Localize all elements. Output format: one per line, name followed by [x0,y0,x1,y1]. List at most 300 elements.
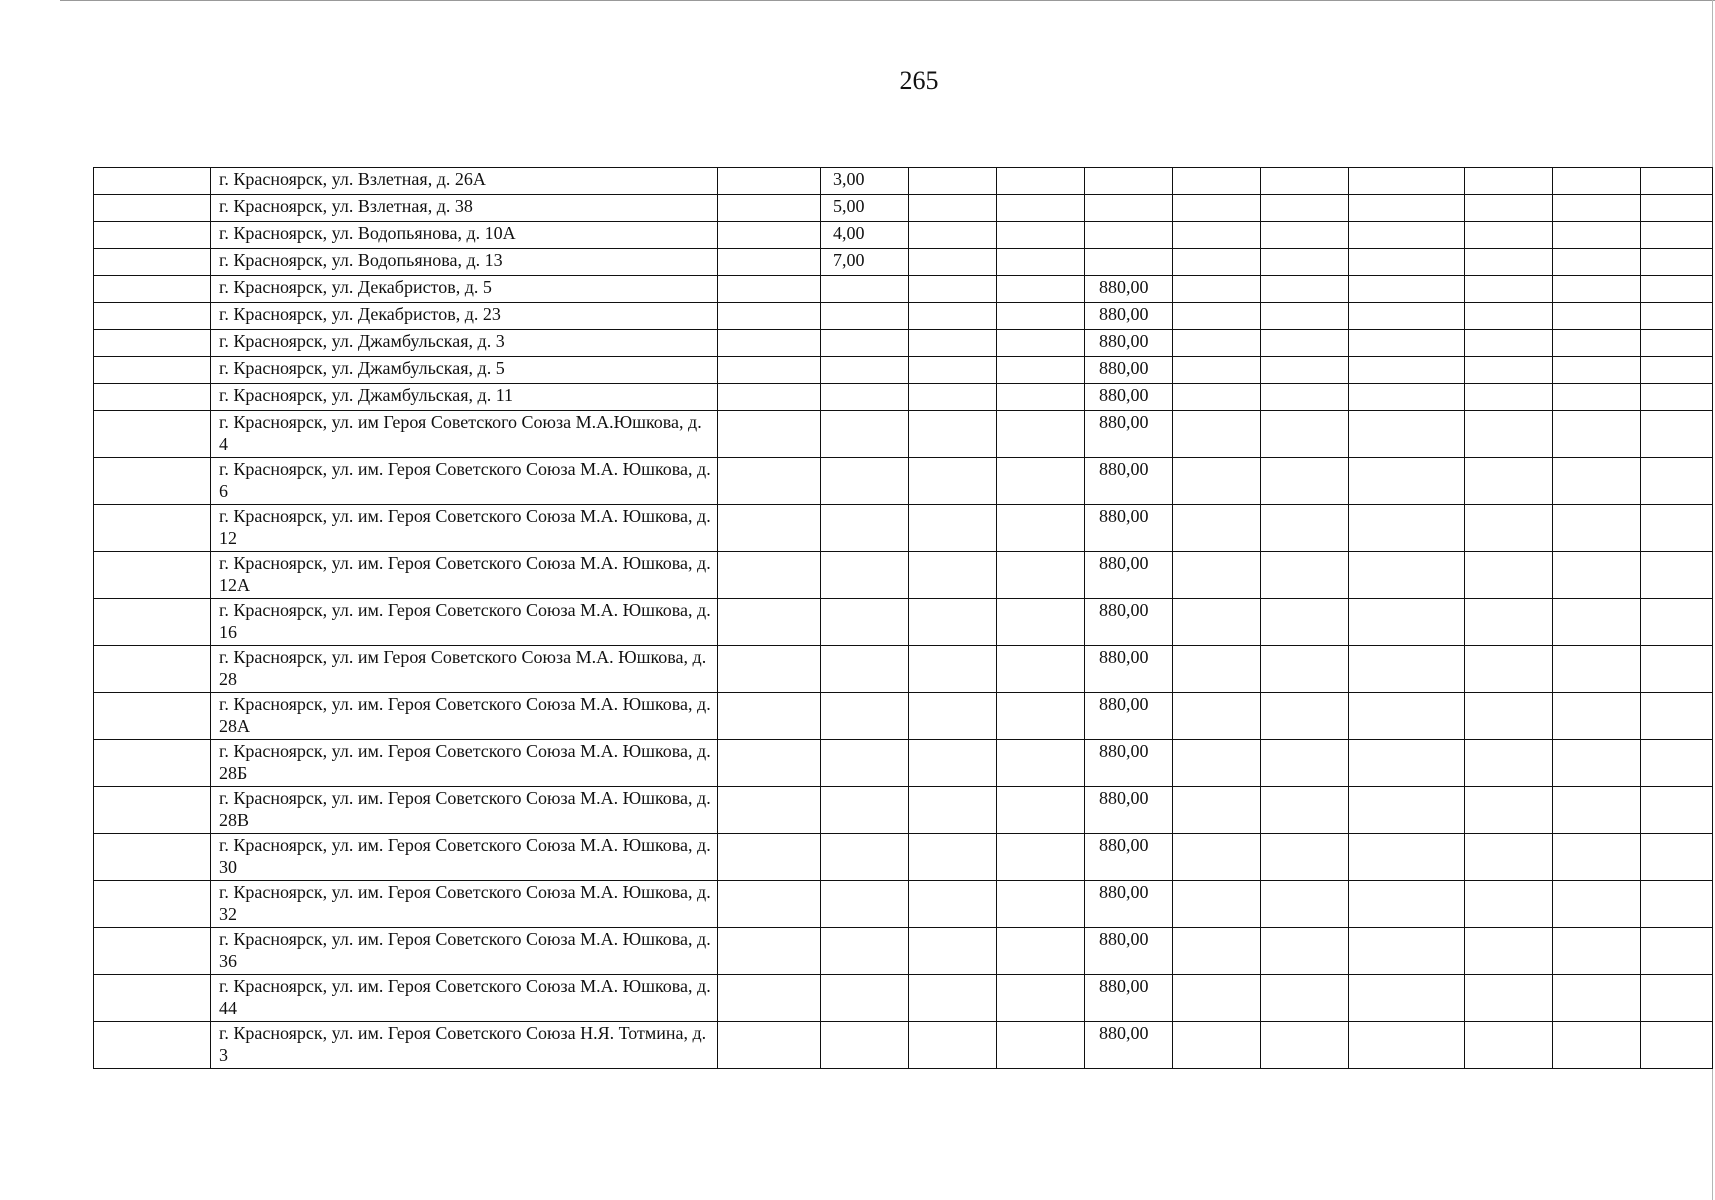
value-cell-b: 880,00 [1085,384,1173,411]
empty-cell [1261,646,1349,693]
empty-cell [1641,834,1713,881]
address-cell: г. Красноярск, ул. Водопьянова, д. 13 [211,249,718,276]
empty-cell [1641,249,1713,276]
empty-cell [1173,646,1261,693]
empty-cell [1641,458,1713,505]
address-cell: г. Красноярск, ул. им. Героя Советского Союза Н.Я. Тотмина, д. 3 [211,1022,718,1069]
row-index-cell [94,249,211,276]
empty-cell [1553,249,1641,276]
empty-cell [1553,222,1641,249]
empty-cell [1349,928,1465,975]
empty-cell [997,411,1085,458]
address-cell: г. Красноярск, ул. им. Героя Советского Союза М.А. Юшкова, д. 16 [211,599,718,646]
empty-cell [1173,411,1261,458]
address-cell: г. Красноярск, ул. Взлетная, д. 38 [211,195,718,222]
empty-cell [1465,411,1553,458]
empty-cell [1261,168,1349,195]
empty-cell [997,357,1085,384]
row-index-cell [94,357,211,384]
empty-cell [1553,357,1641,384]
empty-cell [1173,330,1261,357]
empty-cell [1553,740,1641,787]
value-cell-a [821,787,909,834]
empty-cell [718,1022,821,1069]
empty-cell [1641,168,1713,195]
empty-cell [1173,384,1261,411]
table-row [94,1022,1713,1069]
table-row [94,646,1713,693]
empty-cell [1261,458,1349,505]
empty-cell [718,740,821,787]
empty-cell [909,646,997,693]
empty-cell [1173,168,1261,195]
row-index-cell [94,975,211,1022]
empty-cell [718,249,821,276]
row-index-cell [94,881,211,928]
empty-cell [997,787,1085,834]
empty-cell [997,834,1085,881]
row-index-cell [94,384,211,411]
empty-cell [1641,975,1713,1022]
empty-cell [1349,740,1465,787]
table-row [94,834,1713,881]
empty-cell [718,168,821,195]
empty-cell [1465,787,1553,834]
empty-cell [1465,357,1553,384]
empty-cell [1465,458,1553,505]
empty-cell [1641,1022,1713,1069]
empty-cell [1553,276,1641,303]
empty-cell [997,1022,1085,1069]
empty-cell [718,303,821,330]
empty-cell [909,740,997,787]
value-cell-b: 880,00 [1085,330,1173,357]
value-cell-a [821,1022,909,1069]
value-cell-a [821,552,909,599]
table-row [94,599,1713,646]
empty-cell [1349,411,1465,458]
empty-cell [718,834,821,881]
empty-cell [1349,168,1465,195]
value-cell-a: 7,00 [821,249,909,276]
table-row [94,552,1713,599]
value-cell-a [821,411,909,458]
empty-cell [1261,411,1349,458]
empty-cell [1641,552,1713,599]
row-index-cell [94,168,211,195]
empty-cell [1349,505,1465,552]
table-row [94,975,1713,1022]
empty-cell [1553,168,1641,195]
value-cell-b: 880,00 [1085,458,1173,505]
table-row [94,303,1713,330]
scan-edge-top [60,0,1715,1]
empty-cell [909,303,997,330]
empty-cell [1641,881,1713,928]
address-cell: г. Красноярск, ул. им. Героя Советского Союза М.А. Юшкова, д. 28А [211,693,718,740]
empty-cell [997,330,1085,357]
empty-cell [1261,1022,1349,1069]
empty-cell [997,458,1085,505]
empty-cell [1553,928,1641,975]
table-row [94,357,1713,384]
empty-cell [997,222,1085,249]
empty-cell [909,384,997,411]
value-cell-b: 880,00 [1085,505,1173,552]
empty-cell [1349,303,1465,330]
value-cell-a: 3,00 [821,168,909,195]
address-cell: г. Красноярск, ул. им. Героя Советского Союза М.А. Юшкова, д. 12А [211,552,718,599]
address-table [93,167,1713,1069]
empty-cell [1173,881,1261,928]
empty-cell [1173,928,1261,975]
empty-cell [997,881,1085,928]
empty-cell [909,787,997,834]
empty-cell [718,881,821,928]
row-index-cell [94,411,211,458]
empty-cell [1349,599,1465,646]
empty-cell [1553,505,1641,552]
empty-cell [997,693,1085,740]
value-cell-a [821,505,909,552]
empty-cell [909,693,997,740]
empty-cell [1465,646,1553,693]
empty-cell [718,458,821,505]
empty-cell [1465,276,1553,303]
empty-cell [1641,505,1713,552]
empty-cell [1173,975,1261,1022]
empty-cell [1553,834,1641,881]
empty-cell [997,276,1085,303]
empty-cell [1465,834,1553,881]
row-index-cell [94,1022,211,1069]
table-row [94,276,1713,303]
value-cell-b: 880,00 [1085,740,1173,787]
empty-cell [1173,834,1261,881]
row-index-cell [94,928,211,975]
empty-cell [1553,975,1641,1022]
empty-cell [1641,646,1713,693]
empty-cell [1553,881,1641,928]
empty-cell [1349,276,1465,303]
row-index-cell [94,693,211,740]
empty-cell [909,330,997,357]
value-cell-b: 880,00 [1085,357,1173,384]
value-cell-a: 4,00 [821,222,909,249]
table-row [94,740,1713,787]
value-cell-b: 880,00 [1085,1022,1173,1069]
empty-cell [1553,693,1641,740]
empty-cell [1173,195,1261,222]
empty-cell [1349,195,1465,222]
value-cell-b: 880,00 [1085,928,1173,975]
empty-cell [1261,330,1349,357]
table-body [94,168,1713,1069]
empty-cell [1641,330,1713,357]
empty-cell [1465,552,1553,599]
empty-cell [1349,458,1465,505]
empty-cell [718,411,821,458]
row-index-cell [94,834,211,881]
empty-cell [997,303,1085,330]
value-cell-b: 880,00 [1085,552,1173,599]
empty-cell [909,599,997,646]
empty-cell [1173,787,1261,834]
table-row [94,168,1713,195]
address-table-container [93,167,1625,1069]
empty-cell [1641,693,1713,740]
empty-cell [909,276,997,303]
empty-cell [1465,599,1553,646]
empty-cell [718,787,821,834]
empty-cell [1349,330,1465,357]
value-cell-b: 880,00 [1085,599,1173,646]
empty-cell [1261,740,1349,787]
value-cell-a [821,834,909,881]
empty-cell [997,740,1085,787]
empty-cell [1641,384,1713,411]
row-index-cell [94,303,211,330]
address-cell: г. Красноярск, ул. им. Героя Советского Союза М.А. Юшкова, д. 28В [211,787,718,834]
empty-cell [1349,787,1465,834]
empty-cell [1349,693,1465,740]
empty-cell [1261,222,1349,249]
value-cell-b: 880,00 [1085,787,1173,834]
empty-cell [909,881,997,928]
address-cell: г. Красноярск, ул. им Героя Советского Союза М.А.Юшкова, д. 4 [211,411,718,458]
empty-cell [718,599,821,646]
value-cell-a [821,458,909,505]
empty-cell [1261,928,1349,975]
table-row [94,249,1713,276]
empty-cell [718,276,821,303]
empty-cell [1173,249,1261,276]
empty-cell [997,195,1085,222]
empty-cell [1553,1022,1641,1069]
empty-cell [1261,787,1349,834]
table-row [94,384,1713,411]
empty-cell [1261,975,1349,1022]
empty-cell [1465,1022,1553,1069]
empty-cell [1173,693,1261,740]
empty-cell [1641,411,1713,458]
empty-cell [1349,1022,1465,1069]
empty-cell [718,222,821,249]
value-cell-a [821,740,909,787]
empty-cell [1553,384,1641,411]
value-cell-b: 880,00 [1085,834,1173,881]
row-index-cell [94,222,211,249]
empty-cell [718,928,821,975]
empty-cell [1465,505,1553,552]
empty-cell [1465,330,1553,357]
empty-cell [1173,599,1261,646]
value-cell-b [1085,195,1173,222]
address-cell: г. Красноярск, ул. им. Героя Советского Союза М.А. Юшкова, д. 36 [211,928,718,975]
empty-cell [909,458,997,505]
empty-cell [1641,599,1713,646]
value-cell-a [821,881,909,928]
value-cell-a [821,928,909,975]
empty-cell [997,646,1085,693]
empty-cell [1553,552,1641,599]
empty-cell [1465,881,1553,928]
empty-cell [1349,881,1465,928]
empty-cell [997,249,1085,276]
empty-cell [1553,303,1641,330]
empty-cell [1553,458,1641,505]
table-row [94,881,1713,928]
empty-cell [1553,411,1641,458]
empty-cell [997,975,1085,1022]
row-index-cell [94,740,211,787]
table-row [94,787,1713,834]
empty-cell [1641,740,1713,787]
empty-cell [1173,505,1261,552]
empty-cell [1173,552,1261,599]
table-row [94,505,1713,552]
table-row [94,195,1713,222]
value-cell-a [821,599,909,646]
value-cell-a: 5,00 [821,195,909,222]
value-cell-b: 880,00 [1085,975,1173,1022]
row-index-cell [94,505,211,552]
empty-cell [997,168,1085,195]
empty-cell [909,928,997,975]
table-row [94,928,1713,975]
address-cell: г. Красноярск, ул. Декабристов, д. 23 [211,303,718,330]
address-cell: г. Красноярск, ул. Взлетная, д. 26А [211,168,718,195]
value-cell-b [1085,222,1173,249]
address-cell: г. Красноярск, ул. им. Героя Советского Союза М.А. Юшкова, д. 32 [211,881,718,928]
empty-cell [1261,195,1349,222]
address-cell: г. Красноярск, ул. им. Героя Советского Союза М.А. Юшкова, д. 30 [211,834,718,881]
row-index-cell [94,599,211,646]
empty-cell [1465,740,1553,787]
value-cell-a [821,357,909,384]
empty-cell [1349,222,1465,249]
address-cell: г. Красноярск, ул. им. Героя Советского Союза М.А. Юшкова, д. 12 [211,505,718,552]
empty-cell [1641,195,1713,222]
address-cell: г. Красноярск, ул. им. Героя Советского Союза М.А. Юшкова, д. 44 [211,975,718,1022]
empty-cell [718,384,821,411]
address-cell: г. Красноярск, ул. Джамбульская, д. 11 [211,384,718,411]
empty-cell [1261,693,1349,740]
empty-cell [1261,303,1349,330]
row-index-cell [94,552,211,599]
empty-cell [1465,222,1553,249]
empty-cell [1349,834,1465,881]
address-cell: г. Красноярск, ул. им. Героя Советского Союза М.А. Юшкова, д. 28Б [211,740,718,787]
table-row [94,330,1713,357]
empty-cell [1261,834,1349,881]
empty-cell [909,357,997,384]
empty-cell [1173,458,1261,505]
empty-cell [1173,303,1261,330]
value-cell-b: 880,00 [1085,303,1173,330]
empty-cell [718,975,821,1022]
empty-cell [718,693,821,740]
value-cell-b: 880,00 [1085,646,1173,693]
value-cell-a [821,646,909,693]
empty-cell [997,928,1085,975]
empty-cell [1465,975,1553,1022]
address-cell: г. Красноярск, ул. Джамбульская, д. 3 [211,330,718,357]
value-cell-a [821,384,909,411]
address-cell: г. Красноярск, ул. Джамбульская, д. 5 [211,357,718,384]
value-cell-b [1085,168,1173,195]
empty-cell [1641,928,1713,975]
value-cell-a [821,693,909,740]
empty-cell [1173,740,1261,787]
address-cell: г. Красноярск, ул. Водопьянова, д. 10А [211,222,718,249]
value-cell-b: 880,00 [1085,693,1173,740]
value-cell-a [821,303,909,330]
empty-cell [1173,222,1261,249]
empty-cell [1349,357,1465,384]
empty-cell [909,411,997,458]
table-row [94,458,1713,505]
empty-cell [1349,646,1465,693]
value-cell-b: 880,00 [1085,881,1173,928]
empty-cell [1641,276,1713,303]
empty-cell [1553,330,1641,357]
row-index-cell [94,195,211,222]
empty-cell [1641,303,1713,330]
empty-cell [1641,222,1713,249]
empty-cell [1641,787,1713,834]
empty-cell [1173,1022,1261,1069]
empty-cell [1465,303,1553,330]
empty-cell [1465,384,1553,411]
empty-cell [909,249,997,276]
empty-cell [1261,384,1349,411]
empty-cell [1173,357,1261,384]
empty-cell [1553,195,1641,222]
empty-cell [718,357,821,384]
empty-cell [909,168,997,195]
address-cell: г. Красноярск, ул. им. Героя Советского Союза М.А. Юшкова, д. 6 [211,458,718,505]
row-index-cell [94,458,211,505]
empty-cell [1553,599,1641,646]
empty-cell [1349,384,1465,411]
empty-cell [1465,168,1553,195]
address-cell: г. Красноярск, ул. им Героя Советского Союза М.А. Юшкова, д. 28 [211,646,718,693]
empty-cell [1349,249,1465,276]
empty-cell [718,646,821,693]
value-cell-b: 880,00 [1085,411,1173,458]
empty-cell [1465,195,1553,222]
empty-cell [909,505,997,552]
empty-cell [1261,249,1349,276]
page-number: 265 [899,66,939,95]
empty-cell [718,505,821,552]
value-cell-a [821,975,909,1022]
empty-cell [909,222,997,249]
empty-cell [909,1022,997,1069]
address-cell: г. Красноярск, ул. Декабристов, д. 5 [211,276,718,303]
empty-cell [1553,646,1641,693]
value-cell-b: 880,00 [1085,276,1173,303]
table-row [94,693,1713,740]
empty-cell [1465,928,1553,975]
empty-cell [997,384,1085,411]
empty-cell [1261,276,1349,303]
empty-cell [1641,357,1713,384]
row-index-cell [94,787,211,834]
table-row [94,411,1713,458]
empty-cell [909,834,997,881]
